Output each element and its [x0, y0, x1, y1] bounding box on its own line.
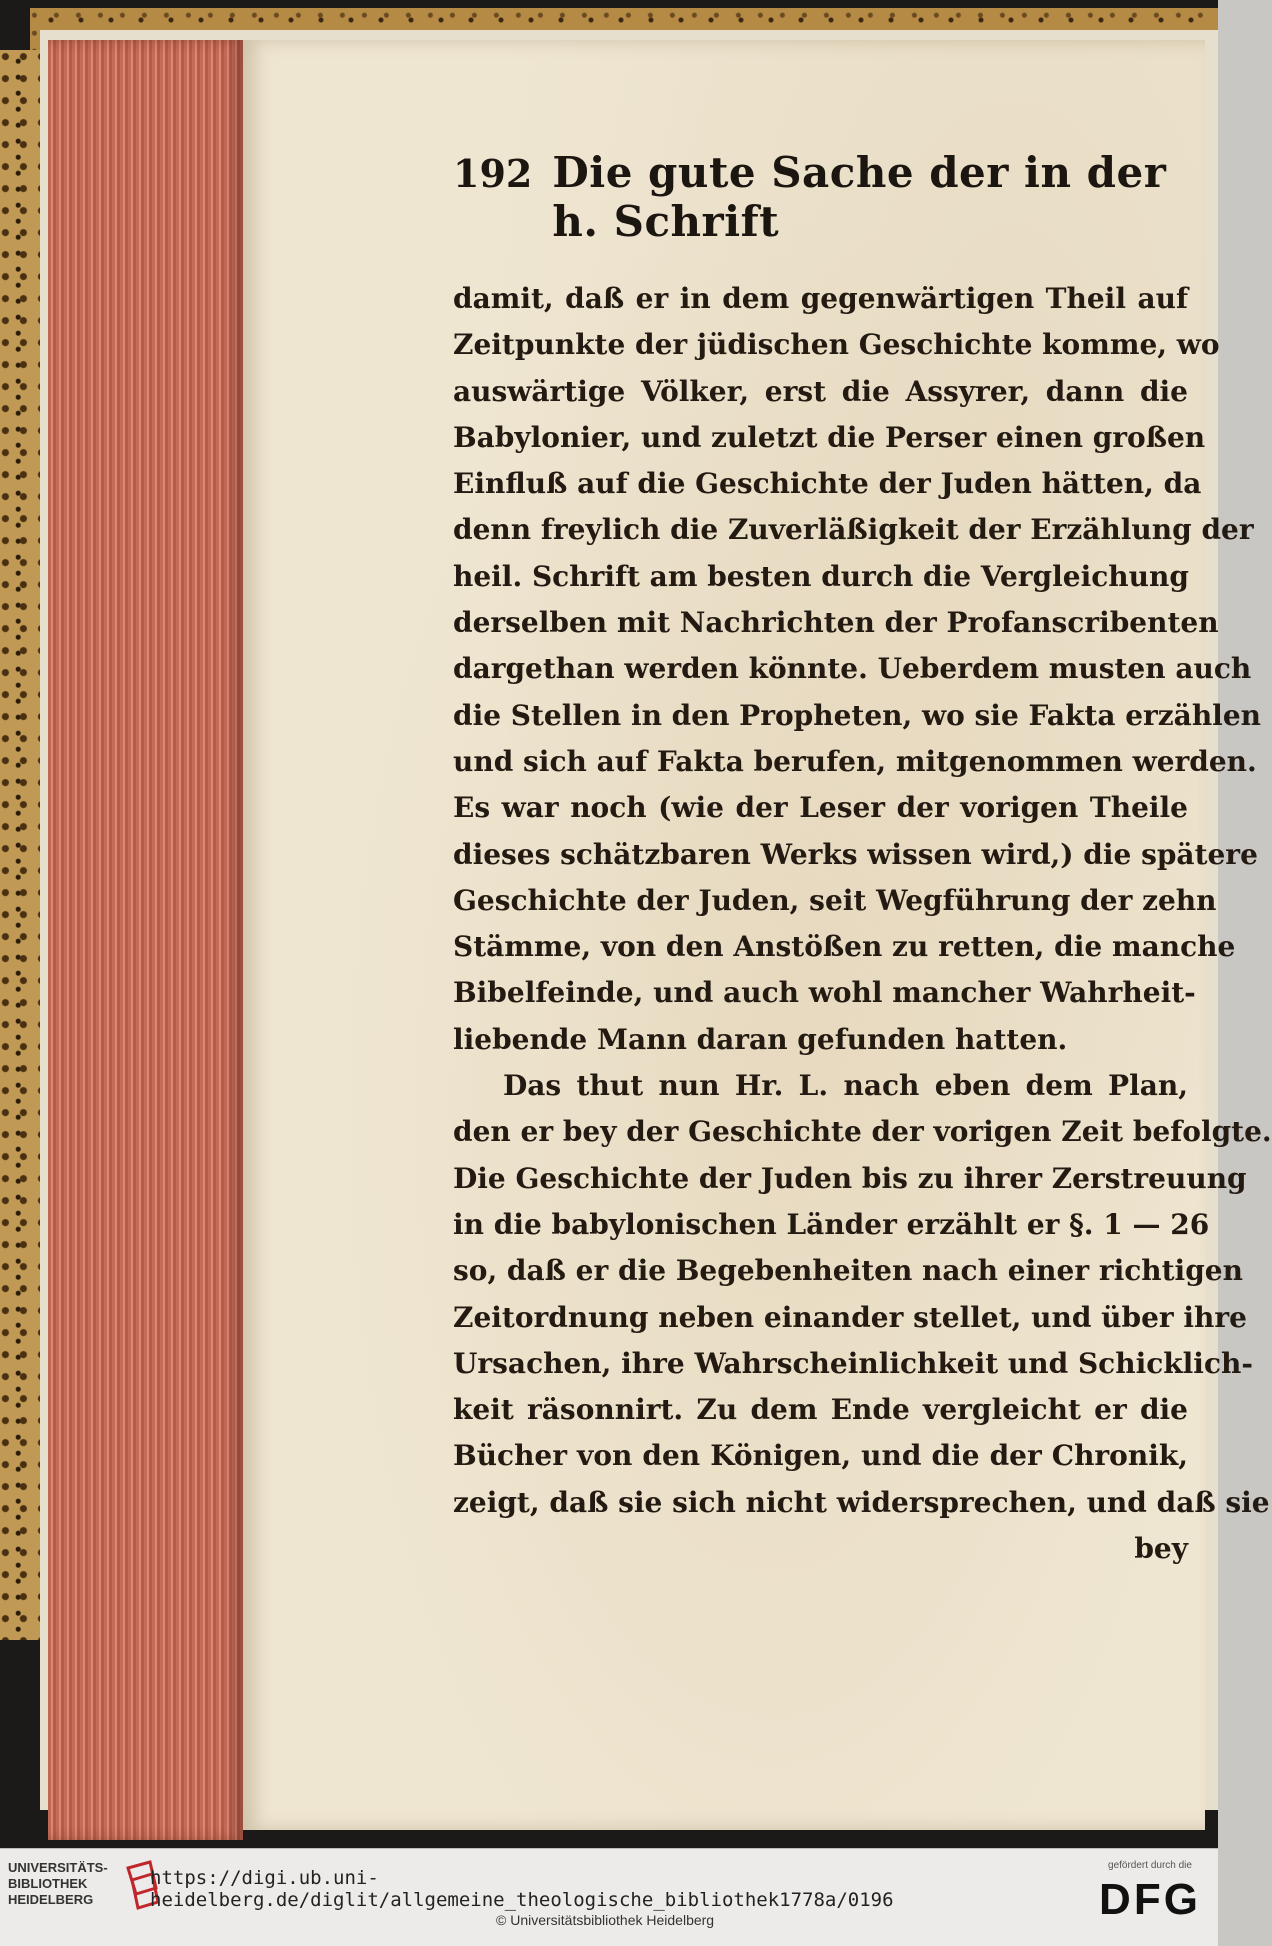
text-line: derselben mit Nachrichten der Profanscribenten: [453, 606, 1219, 640]
text-line: damit, daß er in dem gegenwärtigen Theil auf: [453, 282, 1188, 315]
text-line: Zeitordnung neben einander stellet, und über ihre: [453, 1300, 1247, 1334]
library-logo-text: [8, 1860, 123, 1908]
funding-label: gefördert durch die: [1108, 1860, 1192, 1871]
library-line: HEIDELBERG: [8, 1892, 94, 1907]
text-line: Es war noch (wie der Leser der vorigen Theile: [453, 791, 1188, 825]
text-line: zeigt, daß sie sich nicht widersprechen, und daß sie: [453, 1485, 1270, 1519]
text-line: liebende Mann daran gefunden hatten.: [453, 1022, 1068, 1056]
text-line: heil. Schrift am besten durch die Vergleichung: [453, 559, 1189, 593]
red-page-edges: [48, 40, 243, 1840]
text-line: und sich auf Fakta berufen, mitgenommen werden.: [453, 744, 1257, 778]
text-line: Zeitpunkte der jüdischen Geschichte komme, wo: [453, 328, 1220, 362]
catchword: bey: [1134, 1532, 1188, 1566]
text-line: Die Geschichte der Juden bis zu ihrer Zerstreuung: [453, 1161, 1247, 1195]
text-line: so, daß er die Begebenheiten nach einer richtigen: [453, 1254, 1243, 1288]
text-line: dieses schätzbaren Werks wissen wird,) die spätere: [453, 837, 1258, 871]
text-line: Einfluß auf die Geschichte der Juden hätten, da: [453, 467, 1202, 501]
text-line: Bücher von den Königen, und die der Chronik,: [453, 1439, 1188, 1473]
text-line: Geschichte der Juden, seit Wegführung der zehn: [453, 883, 1217, 917]
running-head-title: Die gute Sache der in der h. Schrift: [552, 148, 1167, 246]
library-line: BIBLIOTHEK: [8, 1876, 88, 1891]
text-line: auswärtige Völker, erst die Assyrer, dann die: [453, 374, 1188, 408]
page-number: 192: [453, 151, 533, 196]
text-line: in die babylonischen Länder erzählt er §. 1 — 26: [453, 1207, 1210, 1241]
page-body: [453, 276, 1272, 1572]
book-page: [243, 40, 1272, 1830]
text-line: Stämme, von den Anstößen zu retten, die manche: [453, 930, 1236, 964]
running-head: [453, 148, 1173, 246]
text-line: Das thut nun Hr. L. nach eben dem Plan,: [503, 1069, 1188, 1103]
text-line: keit räsonnirt. Zu dem Ende vergleicht er die: [453, 1393, 1188, 1427]
copyright-notice: © Universitätsbibliothek Heidelberg: [496, 1912, 715, 1928]
text-line: Babylonier, und zuletzt die Perser einen großen: [453, 420, 1206, 454]
dfg-logo: DFG: [1099, 1875, 1201, 1924]
text-line: den er bey der Geschichte der vorigen Zeit befolgte.: [453, 1115, 1272, 1149]
library-line: UNIVERSITÄTS-: [8, 1860, 108, 1875]
text-line: denn freylich die Zuverläßigkeit der Erzählung der: [453, 513, 1254, 547]
permalink-url[interactable]: https://digi.ub.uni-heidelberg.de/diglit/allgemeine_theologische_bibliothek1778a/0196: [150, 1867, 894, 1911]
text-line: Ursachen, ihre Wahrscheinlichkeit und Schicklich-: [453, 1346, 1253, 1380]
text-line: dargethan werden könnte. Ueberdem musten auch: [453, 652, 1252, 686]
text-line: die Stellen in den Propheten, wo sie Fakta erzählen: [453, 698, 1261, 732]
text-line: Bibelfeinde, und auch wohl mancher Wahrheit-: [453, 976, 1196, 1010]
